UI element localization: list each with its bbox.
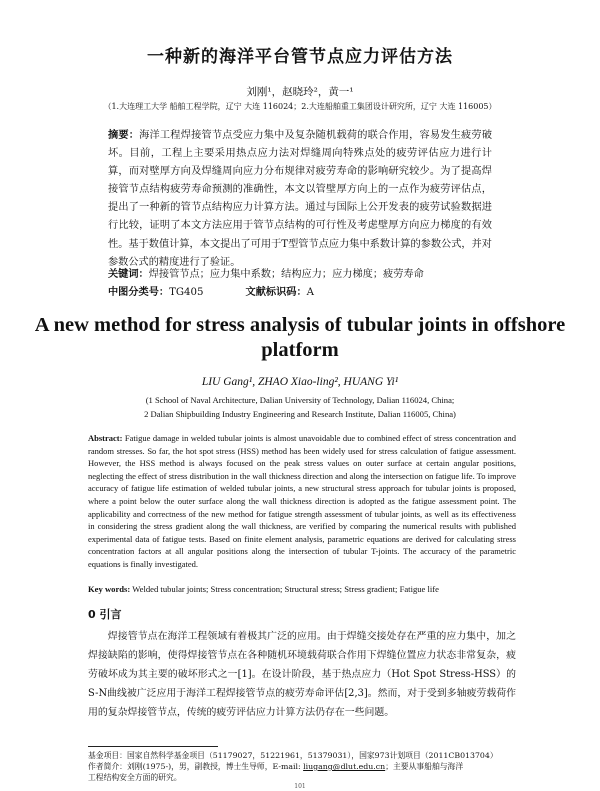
chinese-title: 一种新的海洋平台管节点应力评估方法 bbox=[147, 47, 453, 67]
chinese-authors: 刘刚¹，赵晓玲²，黄一¹ bbox=[246, 86, 354, 98]
english-abstract bbox=[88, 432, 516, 571]
chinese-keywords-label: 关键词： bbox=[108, 269, 149, 280]
introduction-paragraph: 焊接管节点在海洋工程领域有着极其广泛的应用。由于焊缝交接处存在严重的应力集中，加之焊接缺陷的影响，使得焊接管节点在各种随机环境载荷联合作用下焊缝位置应力状态非常复杂，疲劳破坏成为其主要的破坏形式之一[1]。在设计阶段，基于热点应力（Hot Spot Stress-HSS）的S-N曲线被广泛应用于海洋工程焊接管节点的疲劳寿命评估[2,3]。然而，对于受到多轴疲劳载荷作用的复杂焊接管节点，传统的疲劳评估应力计算方法仍存在一些问题。 bbox=[88, 631, 516, 718]
classification-value: TG405 bbox=[169, 287, 204, 298]
section-heading-introduction: 0 引言 bbox=[88, 608, 122, 621]
chinese-abstract-label: 摘要： bbox=[108, 130, 140, 141]
english-keywords-label: Key words: bbox=[88, 584, 131, 594]
page-number: 101 bbox=[294, 783, 306, 790]
english-keywords bbox=[88, 584, 528, 594]
english-abstract-text: Fatigue damage in welded tubular joints is almost unavoidable due to combined effect of stress concentration and random stresses. So far, the hot spot stress (HSS) method has been widely used for stress calculation of fatigue assessment. However, the HSS method is always focused on the peak stress values on outer surface at certain angular positions, neglecting the effect of stress distribution in the wall thickness direction and along the intersection on fatigue life. To improve accuracy of fatigue life estimation of welded tubular joints, a new structural stress approach for tubular joints is proposed, where a point below the outer surface along the wall thickness direction is adopted as the fatigue assessment point. The applicability and correctness of the new method for fatigue strength assessment of tubular joints, as well as its effectiveness in considering the stress gradient along the wall thickness, are verified by comparing the numerical results with published experimental data of fatigue tests. Based on finite element analysis, parametric equations are derived for calculating stress concentration factors at all angular positions along the intersection of tubular T-joints. The accuracy of the parametric equations is finally investigated. bbox=[88, 433, 517, 569]
footnote-divider bbox=[88, 746, 218, 747]
english-abstract-label: Abstract: bbox=[88, 433, 123, 443]
document-code-value: A bbox=[306, 287, 314, 298]
english-affiliation bbox=[0, 393, 600, 421]
classification-label: 中图分类号： bbox=[108, 287, 170, 298]
chinese-keywords bbox=[108, 265, 508, 280]
chinese-affiliation: （1.大连理工大学 船舶工程学院，辽宁 大连 116024；2.大连船舶重工集团设计研究所，辽宁 大连 116005） bbox=[103, 102, 497, 111]
chinese-keywords-text: 焊接管节点；应力集中系数；结构应力；应力梯度；疲劳寿命 bbox=[148, 269, 424, 280]
footnotes bbox=[88, 750, 520, 783]
document-code-label: 文献标识码： bbox=[245, 287, 307, 298]
chinese-abstract-text: 海洋工程焊接管节点受应力集中及复杂随机载荷的联合作用，容易发生疲劳破坏。目前，工程上主要采用热点应力法对焊缝周向特殊点处的疲劳评估应力进行计算，而对壁厚方向及焊缝周向应力分布规律对疲劳寿命的影响研究较少。为了提高焊接管节点结构疲劳寿命预测的准确性，本文以管壁厚方向上的一点作为疲劳评估点，提出了一种新的管节点结构应力计算方法。通过与国际上公开发表的疲劳试验数据进行比较，证明了本文方法应用于管节点结构的可行性及考虑壁厚方向应力梯度的有效性。基于数值计算，本文提出了可用于T型管节点应力集中系数计算的参数公式，并对参数公式的精度进行了验证。 bbox=[108, 130, 493, 268]
english-affiliation-1: (1 School of Naval Architecture, Dalian University of Technology, Dalian 116024, China; bbox=[145, 395, 455, 405]
english-affiliation-2: 2 Dalian Shipbuilding Industry Engineering and Research Institute, Dalian 116005, China) bbox=[144, 409, 456, 419]
chinese-abstract bbox=[108, 127, 492, 272]
footnote-author-bio-tail: ；主要从事船舶与海洋 bbox=[385, 762, 464, 771]
footnote-author-bio bbox=[88, 761, 520, 772]
author-email-link[interactable]: liugang@dlut.edu.cn bbox=[303, 762, 386, 771]
footnote-author-bio-text: 作者简介：刘刚(1975-)，男，副教授，博士生导师，E-mail: bbox=[88, 762, 304, 771]
english-title: A new method for stress analysis of tubular joints in offshore platform bbox=[34, 314, 566, 361]
footnote-funding: 基金项目：国家自然科学基金项目（51179027，51221961，51379031），国家973计划项目（2011CB013704） bbox=[88, 751, 498, 760]
footnote-author-bio-cont: 工程结构安全方面的研究。 bbox=[88, 773, 182, 782]
english-authors: LIU Gang¹, ZHAO Xiao-ling², HUANG Yi¹ bbox=[201, 376, 399, 388]
english-keywords-text: Welded tubular joints; Stress concentration; Structural stress; Stress gradient; Fatigue life bbox=[132, 584, 439, 594]
classification-line bbox=[108, 283, 508, 298]
